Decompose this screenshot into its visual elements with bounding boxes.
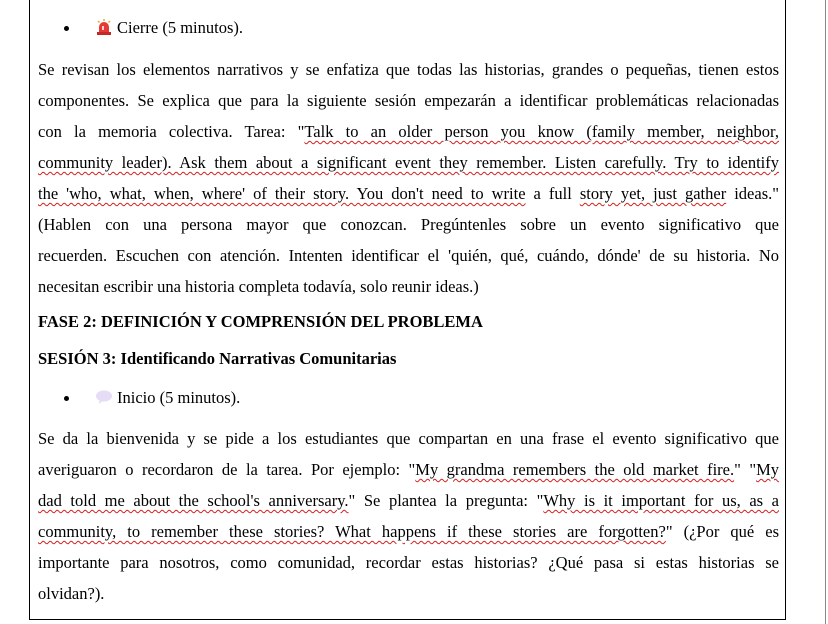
text-line: Se da la bienvenida y se pide a los estudiantes que compartan en una frase el evento significativo que — [38, 429, 779, 448]
text-line: importante para nosotros, como comunidad, recordar estas historias? ¿Qué pasa si estas historias se — [38, 553, 779, 572]
page-border-left — [29, 0, 30, 619]
text-line: recuerden. Escuchen con atención. Intenten identificar el 'quién, qué, cuándo, dónde' de su historia. No — [38, 246, 779, 265]
bullet-inicio — [64, 387, 240, 409]
text-line: necesitan escribir una historia completa todavía, solo reunir ideas.) — [38, 277, 479, 296]
page-border-bottom — [29, 619, 786, 620]
phase-heading: FASE 2: DEFINICIÓN Y COMPRENSIÓN DEL PROBLEMA — [38, 312, 483, 331]
speech-bubble-icon — [95, 388, 113, 406]
session-heading: SESIÓN 3: Identificando Narrativas Comunitarias — [38, 349, 397, 368]
text-line: Se revisan los elementos narrativos y se enfatiza que todas las historias, grandes o pequeñas, tienen estos — [38, 60, 779, 79]
text-line: community, to remember these stories? What happens if these stories are forgotten?" (¿Por qué es — [38, 522, 779, 541]
bullet-cierre-text: Cierre (5 minutos). — [117, 18, 244, 37]
text-line: olvidan?). — [38, 584, 105, 603]
text-line: averiguaron o recordaron de la tarea. Por ejemplo: "My grandma remembers the old market fire." "My — [38, 460, 779, 479]
text-line: componentes. Se explica que para la siguiente sesión empezarán a identificar problemáticas relacionadas — [38, 91, 779, 110]
page-border-right — [785, 0, 786, 619]
text-line: (Hablen con una persona mayor que conozcan. Pregúntenles sobre un evento significativo que — [38, 215, 779, 234]
text-line: dad told me about the school's anniversary." Se plantea la pregunta: "Why is it important for us, as a — [38, 491, 779, 510]
text-line: the 'who, what, when, where' of their story. You don't need to write a full story yet, just gather ideas." — [38, 184, 779, 203]
bullet-dot — [64, 26, 69, 31]
window-edge — [825, 0, 826, 624]
paragraph-cierre — [38, 54, 779, 302]
bullet-inicio-text: Inicio (5 minutos). — [117, 388, 241, 407]
paragraph-inicio — [38, 423, 779, 609]
siren-icon — [95, 18, 113, 36]
text-line: con la memoria colectiva. Tarea: "Talk to an older person you know (family member, neighbor, — [38, 122, 779, 141]
text-line: community leader). Ask them about a significant event they remember. Listen carefully. Try to identify — [38, 153, 779, 172]
bullet-cierre — [64, 17, 243, 39]
english-homework-text: Talk to an older person you know (family member, neighbor, — [304, 122, 779, 141]
bullet-dot — [64, 396, 69, 401]
